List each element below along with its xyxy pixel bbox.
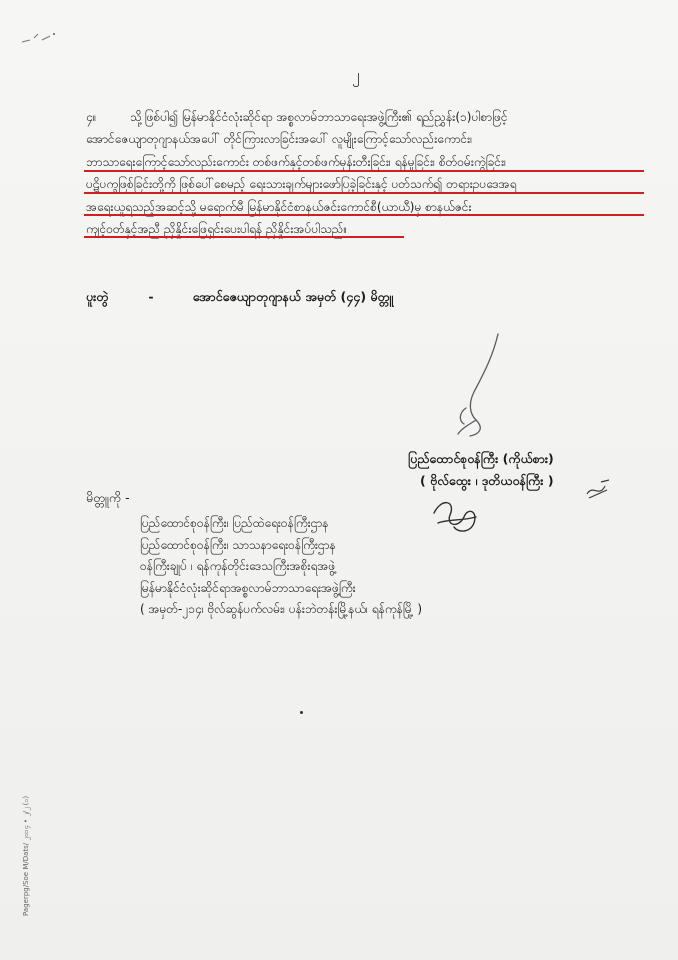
page-number: ၂ — [352, 65, 360, 84]
cc-item: ပြည်ထောင်စုဝန်ကြီး၊ သာသနာရေးဝန်ကြီးဌာန — [140, 537, 336, 552]
cc-label: မိတ္တူကို - — [86, 490, 130, 505]
paragraph-line: အောင်ဇေယျာတုဂျာနယ်အပေါ် တိုင်ကြားလာခြင်းအပေါ် လူမျိုးကြောင့်သော်လည်းကောင်း၊ — [86, 132, 473, 147]
red-underline — [84, 214, 644, 216]
attachment-dash: - — [148, 289, 154, 304]
paragraph-line: ကျင့်ဝတ်နှင့်အညီ ညှိနှိုင်းဖြေရှင်းပေးပါရန် ညှိနှိုင်းအပ်ပါသည်။ — [86, 221, 348, 236]
footer-file-code: Pagerpg/Soe M/Dats/ ၂၀၁၄ • ၂/၂ (၁) — [22, 795, 30, 916]
paragraph-line: ဘာသာရေးကြောင့်သော်လည်းကောင်း တစ်ဖက်နှင့်တစ်ဖက်မုန်းတီးခြင်း၊ ရန်မူခြင်း၊ စိတ်ဝမ်းကွဲခြင်း၊ — [86, 154, 507, 169]
paragraph-number: ၄။ — [86, 110, 97, 124]
signatory-title: ( ဗိုလ်ထွေး ၊ ဒုတိယဝန်ကြီး ) — [420, 473, 554, 488]
paragraph-line-text: သို့ဖြစ်ပါ၍ မြန်မာနိုင်ငံလုံးဆိုင်ရာ အစ္စလာမ်ဘာသာရေးအဖွဲ့ကြီး၏ ရည်ညွှန်း(၁)ပါစာဖြင့် — [130, 110, 508, 124]
red-underline — [84, 170, 644, 172]
red-underline — [84, 192, 644, 194]
body-paragraph — [86, 106, 634, 240]
scan-speck — [20, 28, 60, 48]
handwritten-signature — [440, 330, 520, 450]
signatory-name: ပြည်ထောင်စုဝန်ကြီး (ကိုယ်စား) — [408, 451, 554, 466]
handwritten-mark — [583, 476, 613, 502]
attachment-text: အောင်ဇေယျာတုဂျာနယ် အမှတ် (၄၄) မိတ္တူ — [192, 289, 394, 304]
cc-item: ဝန်ကြီးချုပ် ၊ ရန်ကုန်တိုင်းဒေသကြီးအစိုးရအဖွဲ့ — [140, 559, 336, 573]
attachment-line — [86, 289, 606, 308]
paragraph-line — [86, 106, 634, 128]
cc-item: ( အမှတ်-၂၁၄၊ ဗိုလ်ဆွန်ပက်လမ်း၊ ပန်းဘဲတန်းမြို့နယ်၊ ရန်ကုန်မြို့ ) — [140, 602, 423, 616]
cc-list — [140, 513, 560, 621]
paragraph-line: အရေးယူရသည့်အဆင့်သို့ မရောက်မီ မြန်မာနိုင်ငံစာနယ်ဇင်းကောင်စီ(ယာယီ)မှ စာနယ်ဇင်း — [86, 199, 472, 214]
cc-item: မြန်မာနိုင်ငံလုံးဆိုင်ရာအစ္စလာမ်ဘာသာရေးအဖွဲ့ကြီး — [140, 580, 356, 595]
attachment-label: ပူးတွဲ — [86, 289, 109, 304]
paragraph-line: ပဋိပက္ခဖြစ်ခြင်းတို့ကို ဖြစ်ပေါ်စေမည့် ရေးသားချက်များဖော်ပြခဲ့ခြင်းနှင့် ပတ်သက်၍ တရားဥပဒေအရ — [86, 177, 517, 192]
red-underline — [84, 236, 404, 238]
scan-dot — [300, 711, 303, 714]
cc-item: ပြည်ထောင်စုဝန်ကြီး၊ ပြည်ထဲရေးဝန်ကြီးဌာန — [140, 516, 329, 530]
